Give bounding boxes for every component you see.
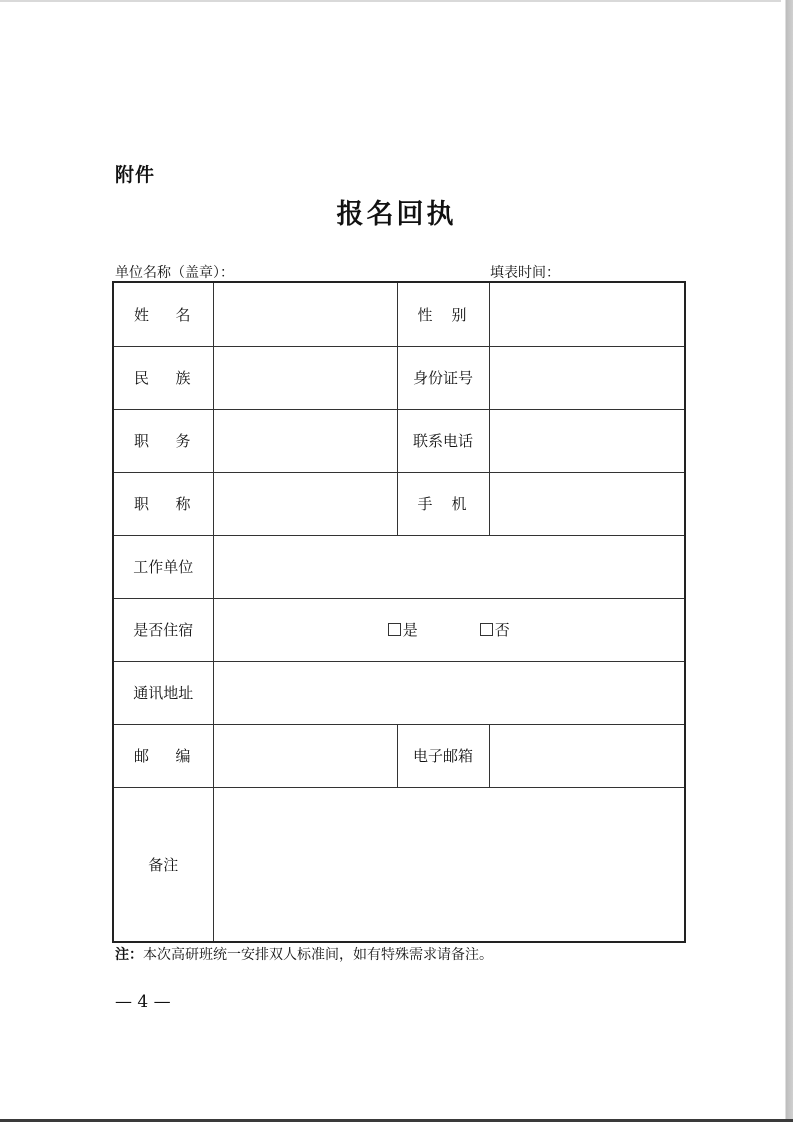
form-row-lodging bbox=[113, 598, 685, 661]
workplace-label: 工作单位 bbox=[113, 535, 213, 598]
email-field[interactable] bbox=[489, 724, 685, 787]
mobile-field[interactable] bbox=[489, 472, 685, 535]
form-row-title bbox=[113, 472, 685, 535]
phone-field[interactable] bbox=[489, 409, 685, 472]
name-label-cell bbox=[113, 282, 213, 346]
mobile-label-cell bbox=[397, 472, 489, 535]
mobile-label-char-2: 机 bbox=[451, 495, 467, 513]
lodging-no-label: 否 bbox=[494, 621, 510, 639]
form-row-position bbox=[113, 409, 685, 472]
form-row-workplace bbox=[113, 535, 685, 598]
footnote-text: 本次高研班统一安排双人标准间，如有特殊需求请备注。 bbox=[143, 947, 493, 963]
lodging-options bbox=[213, 598, 685, 661]
form-row-postcode bbox=[113, 724, 685, 787]
gender-label-cell bbox=[397, 282, 489, 346]
unit-name-label: 单位名称（盖章）： bbox=[115, 265, 234, 281]
remarks-field[interactable] bbox=[213, 787, 685, 942]
title-label-char-2: 称 bbox=[175, 495, 191, 513]
workplace-field[interactable] bbox=[213, 535, 685, 598]
postcode-label-char-1: 邮 bbox=[134, 747, 150, 765]
page-number: — 4 — bbox=[115, 992, 171, 1012]
id-number-field[interactable] bbox=[489, 346, 685, 409]
lodging-yes-label: 是 bbox=[402, 621, 418, 639]
scan-edge-right bbox=[781, 0, 793, 1122]
postcode-field[interactable] bbox=[213, 724, 397, 787]
position-field[interactable] bbox=[213, 409, 397, 472]
form-row-name bbox=[113, 282, 685, 346]
address-field[interactable] bbox=[213, 661, 685, 724]
form-row-address bbox=[113, 661, 685, 724]
remarks-label: 备注 bbox=[113, 787, 213, 942]
name-field[interactable] bbox=[213, 282, 397, 346]
gender-label-char-2: 别 bbox=[451, 305, 467, 324]
title-label-char-1: 职 bbox=[134, 495, 150, 513]
ethnicity-label-char-2: 族 bbox=[175, 369, 191, 387]
title-label-cell bbox=[113, 472, 213, 535]
footnote-prefix: 注： bbox=[115, 947, 143, 963]
name-label-char-1: 姓 bbox=[134, 305, 150, 324]
footnote bbox=[115, 944, 493, 964]
address-label: 通讯地址 bbox=[113, 661, 213, 724]
position-label-char-2: 务 bbox=[175, 432, 191, 450]
form-row-remarks bbox=[113, 787, 685, 942]
title-field[interactable] bbox=[213, 472, 397, 535]
form-row-ethnicity bbox=[113, 346, 685, 409]
position-label-char-1: 职 bbox=[134, 432, 150, 450]
registration-form-table bbox=[112, 281, 686, 943]
postcode-label-cell bbox=[113, 724, 213, 787]
position-label-cell bbox=[113, 409, 213, 472]
phone-label: 联系电话 bbox=[397, 409, 489, 472]
id-number-label: 身份证号 bbox=[397, 346, 489, 409]
lodging-yes-checkbox[interactable] bbox=[388, 623, 401, 636]
ethnicity-field[interactable] bbox=[213, 346, 397, 409]
attachment-label: 附件 bbox=[115, 164, 156, 186]
scan-edge-top bbox=[0, 0, 793, 2]
fill-time-label: 填表时间： bbox=[490, 265, 560, 281]
lodging-yes-option[interactable] bbox=[388, 619, 418, 640]
gender-field[interactable] bbox=[489, 282, 685, 346]
postcode-label-char-2: 编 bbox=[175, 747, 191, 765]
ethnicity-label-char-1: 民 bbox=[134, 369, 150, 387]
email-label: 电子邮箱 bbox=[397, 724, 489, 787]
name-label-char-2: 名 bbox=[175, 305, 191, 324]
page-title: 报名回执 bbox=[336, 199, 457, 230]
lodging-label: 是否住宿 bbox=[113, 598, 213, 661]
mobile-label-char-1: 手 bbox=[417, 495, 433, 513]
ethnicity-label-cell bbox=[113, 346, 213, 409]
gender-label-char-1: 性 bbox=[417, 305, 433, 324]
lodging-no-option[interactable] bbox=[480, 619, 510, 640]
lodging-no-checkbox[interactable] bbox=[480, 623, 493, 636]
